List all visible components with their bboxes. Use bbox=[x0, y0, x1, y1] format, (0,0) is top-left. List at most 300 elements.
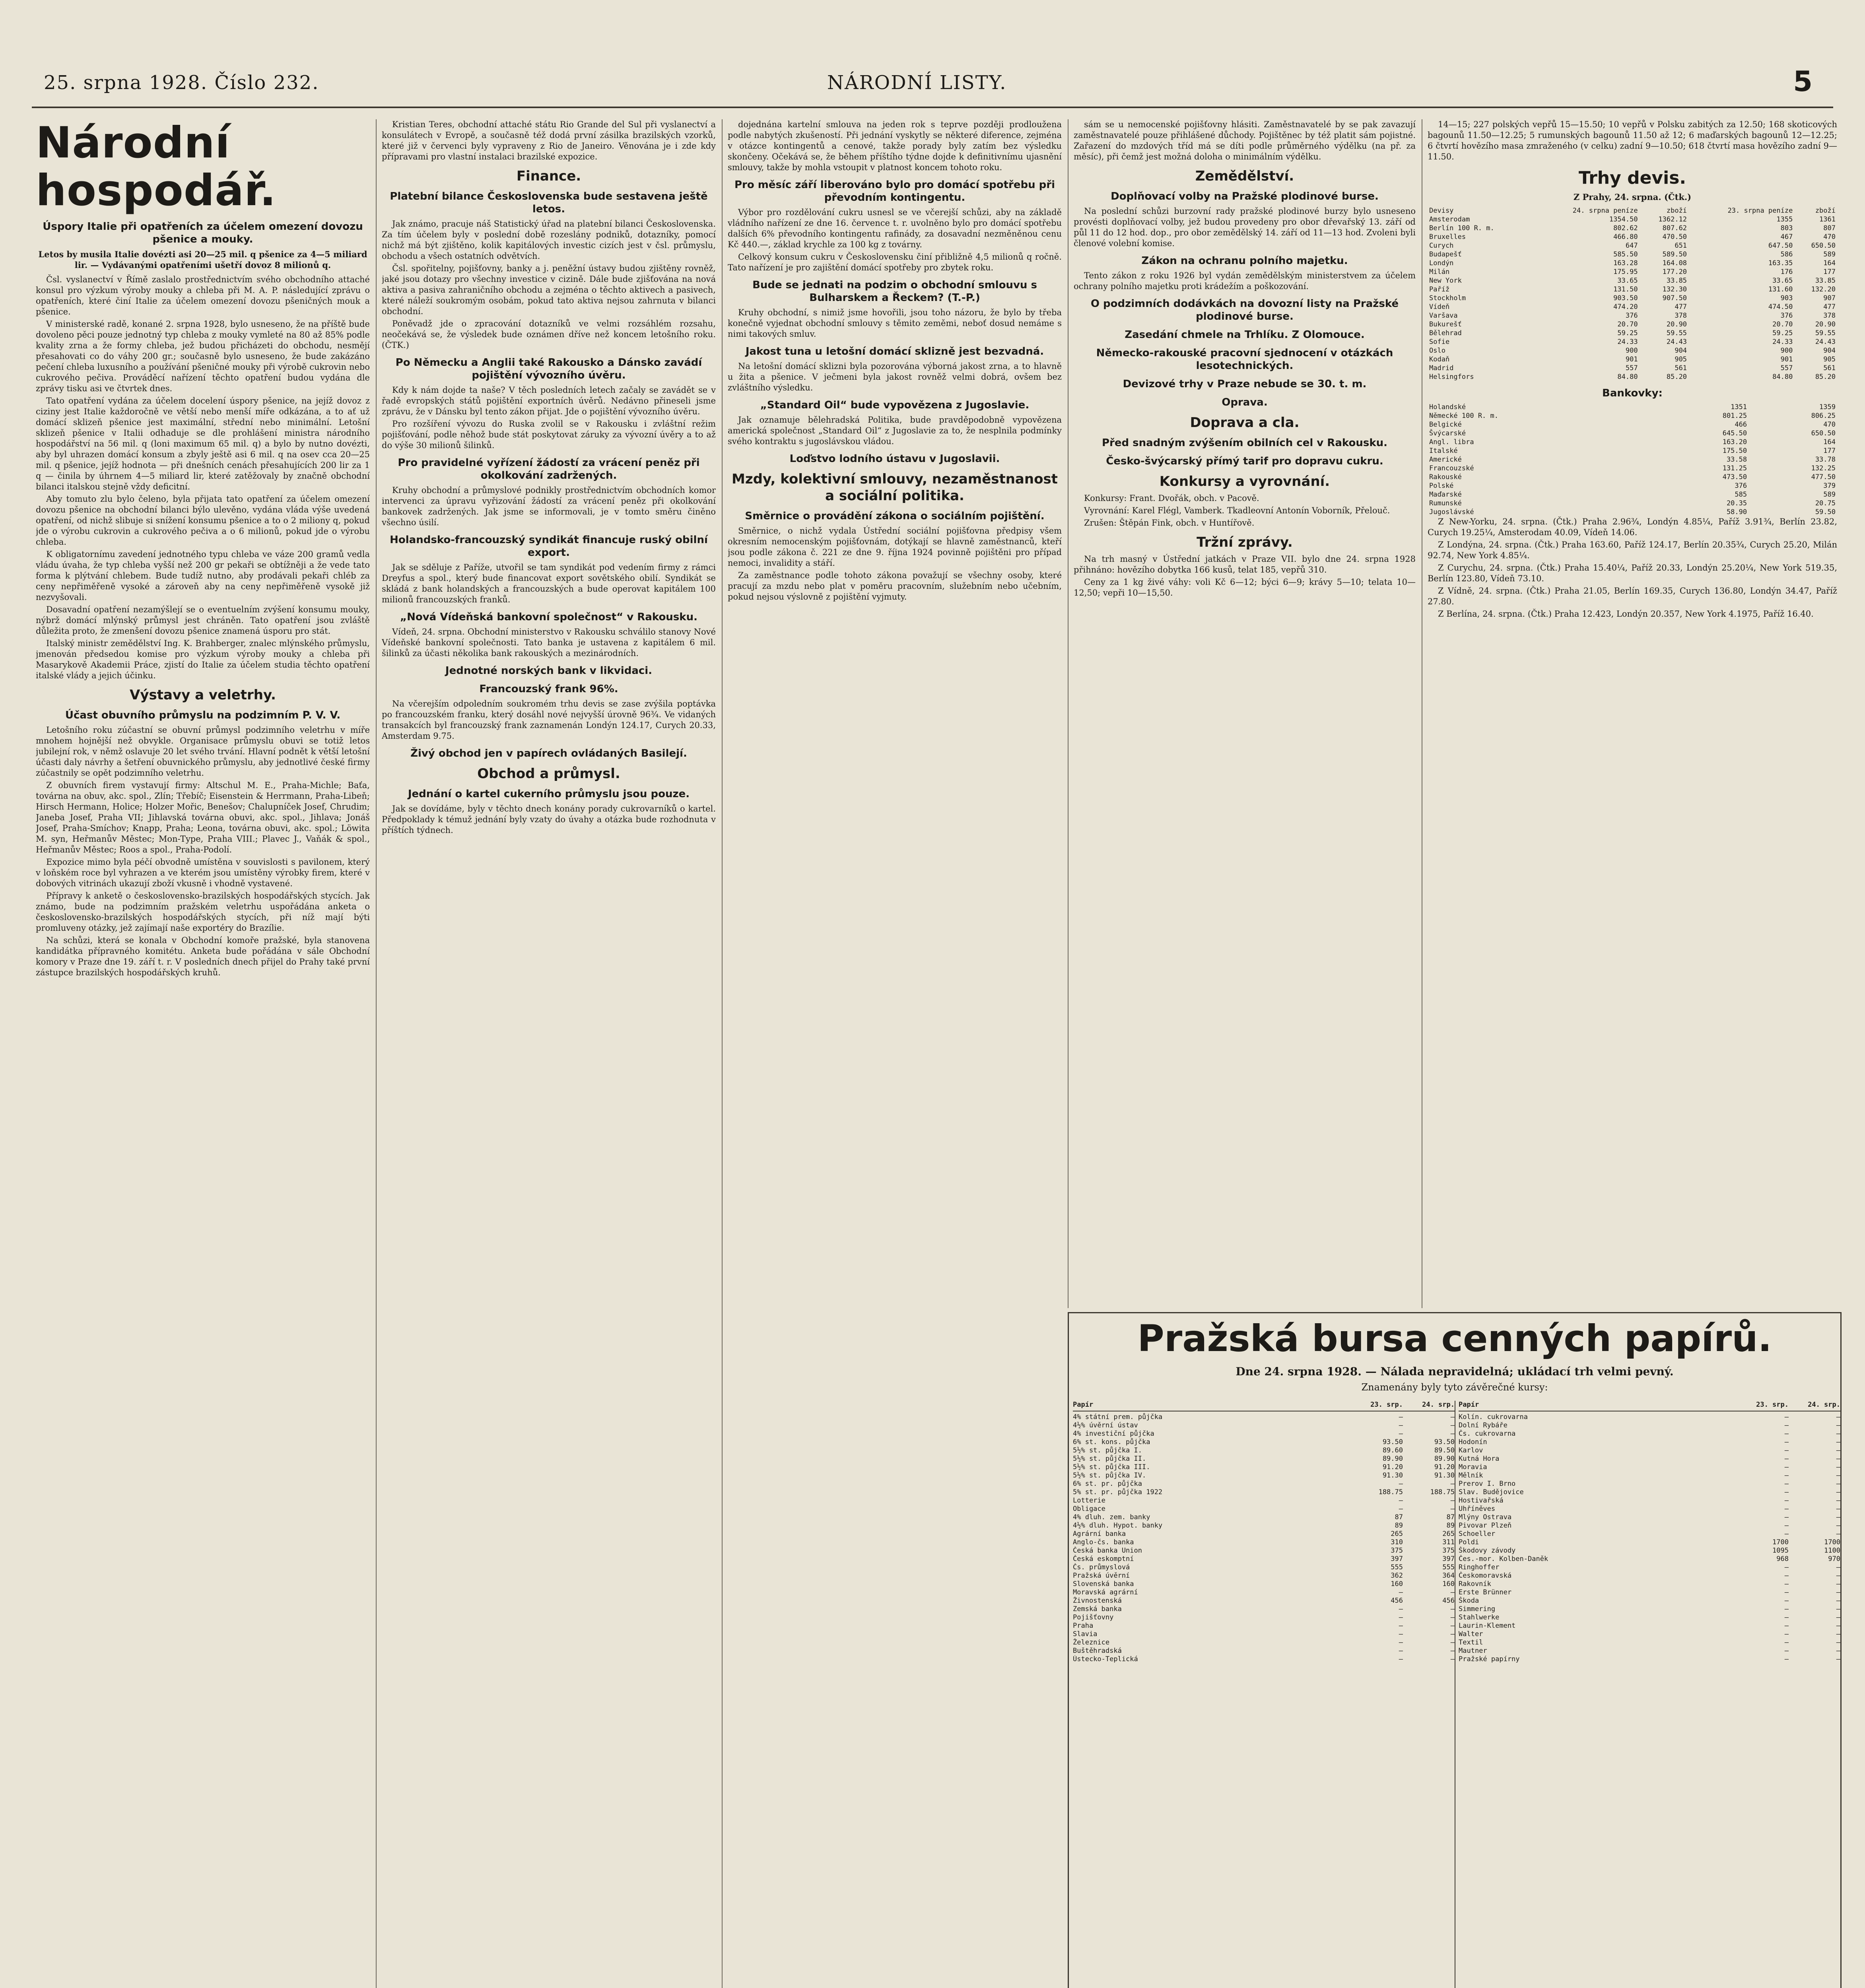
masthead-rule bbox=[32, 107, 1833, 108]
stock-name: Živnostenská bbox=[1073, 1597, 1122, 1605]
table-cell-value: 164 bbox=[1823, 259, 1836, 267]
table-cell-value: 175.50 bbox=[1722, 447, 1747, 455]
table-cell-value: 647.50 bbox=[1768, 242, 1793, 250]
table-cell-label: Curych bbox=[1429, 242, 1454, 250]
table-cell-label: Bělehrad bbox=[1429, 329, 1462, 337]
table-cell-value: 903 bbox=[1780, 294, 1793, 302]
stock-price: — bbox=[1399, 1622, 1403, 1630]
stock-header-prev: 23. srp. bbox=[1756, 1401, 1789, 1409]
article-headline: Pro měsíc září liberováno bylo pro domácí spotřebu při převodním kontingentu. bbox=[734, 179, 1055, 204]
stock-row bbox=[1073, 1639, 1455, 1647]
table-cell-value: 806.25 bbox=[1811, 412, 1836, 420]
article-paragraph: Vyrovnání: Karel Flégl, Vamberk. Tkadleovní Antonín Voborník, Přelouč. bbox=[1084, 506, 1390, 515]
stock-row bbox=[1073, 1472, 1455, 1480]
table-cell-value: 33.65 bbox=[1772, 277, 1793, 285]
stock-price: — bbox=[1399, 1430, 1403, 1438]
table-cell-value: 177 bbox=[1823, 268, 1836, 276]
stock-price: 93.50 bbox=[1434, 1438, 1455, 1446]
stock-row bbox=[1459, 1421, 1840, 1430]
article-headline: Směrnice o provádění zákona o sociálním pojištění. bbox=[745, 510, 1045, 522]
stock-name: Škodovy závody bbox=[1459, 1547, 1516, 1555]
table-cell-value: 376 bbox=[1625, 312, 1638, 320]
table-cell-value: 163.35 bbox=[1768, 259, 1793, 267]
table-row bbox=[1428, 473, 1837, 481]
table-cell-value: 807.62 bbox=[1662, 224, 1687, 232]
table-row bbox=[1428, 455, 1837, 464]
article-paragraph: Vídeň, 24. srpna. Obchodní ministerstvo v Rakousku schválilo stanovy Nové Vídeňské bankovní společnosti. Tato banka je ustavena z kapitálem 6 mil. šilinků za účasti několika bank rakouských a mezinárodních. bbox=[382, 627, 716, 658]
stock-price: — bbox=[1450, 1430, 1455, 1438]
stock-price: — bbox=[1836, 1622, 1840, 1630]
table-cell-value: 650.50 bbox=[1811, 242, 1836, 250]
article-headline: „Nová Vídeňská bankovní společnost“ v Rakousku. bbox=[400, 611, 697, 623]
stock-header-name: Papír bbox=[1459, 1401, 1479, 1409]
stock-row bbox=[1459, 1588, 1840, 1597]
table-cell-value: 904 bbox=[1675, 347, 1687, 355]
table-cell-value: 131.25 bbox=[1722, 464, 1747, 472]
article-headline: Jednotné norských bank v likvidaci. bbox=[445, 665, 653, 677]
stock-price: — bbox=[1836, 1522, 1840, 1530]
stock-price: 87 bbox=[1446, 1513, 1455, 1521]
table-cell-value: 376 bbox=[1735, 482, 1747, 490]
stock-price: — bbox=[1784, 1488, 1789, 1496]
stock-price: 188.75 bbox=[1430, 1488, 1455, 1496]
paper-name: NÁRODNÍ LISTY. bbox=[827, 72, 1007, 94]
article-headline: „Standard Oil“ bude vypovězena z Jugoslavie. bbox=[760, 399, 1030, 411]
stock-row bbox=[1459, 1530, 1840, 1538]
table-cell-value: 903.50 bbox=[1613, 294, 1638, 302]
stock-row bbox=[1073, 1597, 1455, 1605]
stock-row bbox=[1459, 1538, 1840, 1547]
table-cell-value: 24.33 bbox=[1617, 338, 1638, 346]
table-cell-value: 466 bbox=[1735, 421, 1747, 429]
stock-row bbox=[1073, 1563, 1455, 1572]
stock-price: — bbox=[1399, 1497, 1403, 1505]
table-cell-value: 131.60 bbox=[1768, 285, 1793, 293]
article-paragraph: Zrušen: Štěpán Fink, obch. v Huntířově. bbox=[1084, 518, 1255, 528]
stock-price: — bbox=[1784, 1639, 1789, 1646]
stock-list-header bbox=[1459, 1401, 1840, 1411]
table-row bbox=[1428, 373, 1837, 381]
stock-row bbox=[1459, 1605, 1840, 1613]
table-row bbox=[1428, 355, 1837, 364]
stock-row bbox=[1459, 1488, 1840, 1497]
table-cell-label: Bukurešť bbox=[1429, 320, 1462, 328]
table-cell-label: Budapešť bbox=[1429, 250, 1462, 258]
column-divider bbox=[722, 119, 723, 1988]
table-row bbox=[1428, 215, 1837, 224]
devis-table bbox=[1428, 206, 1837, 381]
stock-name: 6% st. pr. půjčka bbox=[1073, 1480, 1142, 1488]
stock-name: Česká banka Union bbox=[1073, 1547, 1142, 1555]
stock-price: — bbox=[1836, 1413, 1840, 1421]
stock-row bbox=[1073, 1630, 1455, 1639]
article-paragraph: Na schůzi, která se konala v Obchodní komoře pražské, byla stanovena kandidátka přípravného komitétu. Anketa bude pořádána v sále Obchodní komory v Praze dne 19. září t. r. V posledních dnech přijel do Prahy také první zástupce brazilských hospodářských kruhů. bbox=[36, 936, 370, 977]
table-row bbox=[1428, 259, 1837, 268]
stock-row bbox=[1459, 1613, 1840, 1622]
stock-price: 968 bbox=[1776, 1555, 1789, 1563]
table-row bbox=[1428, 420, 1837, 429]
banknotes-table bbox=[1428, 403, 1837, 516]
stock-row bbox=[1459, 1655, 1840, 1664]
stock-name: Rakovník bbox=[1459, 1580, 1491, 1588]
stock-price: — bbox=[1450, 1413, 1455, 1421]
stock-row bbox=[1459, 1413, 1840, 1421]
article-paragraph: Jak se sděluje z Paříže, utvořil se tam syndikát pod vedením firmy z rámci Dreyfus a spol., který bude financovat export sovětského obilí. Syndikát se skládá z bank holandských a francouzských a bude operovat kapitálem 100 milionů francouzských franků. bbox=[382, 563, 716, 604]
stock-name: Slav. Budějovice bbox=[1459, 1488, 1524, 1496]
stock-name: Laurin-Klement bbox=[1459, 1622, 1516, 1630]
article-headline: Platební bilance Československa bude sestavena ještě letos. bbox=[390, 190, 708, 215]
article-paragraph: Na poslední schůzi burzovní rady pražské plodinové burzy bylo usneseno provésti doplňovací volby, jež budou provedeny pro obor dřevařský 13. září od půl 11 do 12 hod. dop., pro obor zemědělský 14. září od 11—13 hod. Zvoleni byli členové volební komise. bbox=[1074, 206, 1416, 248]
table-cell-value: 132.25 bbox=[1811, 464, 1836, 472]
stock-price: — bbox=[1784, 1580, 1789, 1588]
article-paragraph: Čsl. vyslanectví v Římě zaslalo prostřednictvím svého obchodního attaché konsul pro výzkum výroby mouky a chleba při M. A. P. následující zprávu o opatřeních, které činí Italie za účelem omezení dovozu pšeničných mouk a pšenice. bbox=[36, 275, 370, 316]
article-paragraph: Jak známo, pracuje náš Statistický úřad na platební bilanci Československa. Za tím účelem byly v poslední době rozeslány podniků, dotazníky, pomocí nichž má být zjištěno, kolik kapitálových investic cizích jest v čsl. průmyslu, obchodu a všech ostatních odvětvích. bbox=[382, 219, 716, 261]
article-paragraph: Italský ministr zemědělství Ing. K. Brahberger, znalec mlýnského průmyslu, jmenován předsedou komise pro výzkum výroby mouky a chleba při Masarykově Akademii Práce, zjistí do Italie za účelem studia těchto opatření italské vlády a jejich účinku. bbox=[36, 639, 370, 680]
table-cell-value: 647 bbox=[1625, 242, 1638, 250]
article-paragraph: Tato opatření vydána za účelem docelení úspory pšenice, na jejíž dovoz z ciziny jest Italie každoročně ve větší nebo menší míře odkázána, a to ať už domácí sklizeň pšenice jest maximální, střední nebo minimální. Letošní sklizeň pšenice v Italii odhaduje se dle prohlášení ministra národního hospodářství na 56 mil. q (loni maximum 65 mil. q) a bylo by nutno dovézti, aby byl uhrazen domácí konsum a zbyly ještě asi 6 mil. q na osev cca 20—25 mil. q pšenice, jejíž hodnota — při dnešních cenách přesahujících 200 lir za 1 q — činila by úhrnem 4—5 miliard lir, které zatěžovaly by značně obchodní bilanci italskou stejně vždy deficitní. bbox=[36, 396, 370, 491]
section-title: Národní hospodář. bbox=[36, 119, 276, 215]
stock-price: — bbox=[1784, 1480, 1789, 1488]
stock-name: Čs. cukrovarna bbox=[1459, 1430, 1516, 1438]
stock-price: — bbox=[1784, 1605, 1789, 1613]
stock-name: Ústecko-Teplická bbox=[1073, 1655, 1138, 1663]
stock-name: Kutná Hora bbox=[1459, 1455, 1500, 1463]
table-row bbox=[1428, 412, 1837, 420]
column-5 bbox=[1428, 119, 1837, 1304]
stock-row bbox=[1073, 1497, 1455, 1505]
table-cell-value: 901 bbox=[1780, 355, 1793, 363]
stock-price: — bbox=[1450, 1655, 1455, 1663]
stock-price: — bbox=[1836, 1588, 1840, 1596]
table-cell-label: Helsingfors bbox=[1429, 373, 1474, 381]
stock-name: Škoda bbox=[1459, 1597, 1479, 1605]
stock-price: — bbox=[1784, 1505, 1789, 1513]
stock-name: Erste Brünner bbox=[1459, 1588, 1512, 1596]
stock-row bbox=[1073, 1580, 1455, 1588]
article-headline: Devizové trhy v Praze nebude se 30. t. m. bbox=[1123, 378, 1367, 390]
stock-price: — bbox=[1784, 1622, 1789, 1630]
stock-price: — bbox=[1784, 1513, 1789, 1521]
stock-price: — bbox=[1399, 1588, 1403, 1596]
table-cell-value: 645.50 bbox=[1722, 429, 1747, 437]
table-cell-label: Švýcarské bbox=[1429, 429, 1466, 437]
article-headline: O podzimních dodávkách na dovozní listy na Pražské plodinové burse. bbox=[1090, 298, 1399, 322]
stock-row bbox=[1459, 1639, 1840, 1647]
article-paragraph: Aby tomuto zlu bylo čeleno, byla přijata tato opatření za účelem omezení dovozu pšenice na obchodní bilanci býlo ulevěno, vydána vláda výše uvedená opatření, od nichž slibuje si snížení konsumu pšenice a to o 2 miliony q, pokud jde o výrobu cukrovin a cukrového pečiva a o 6 milionů, pokud jde o výrobu chleba. bbox=[36, 494, 370, 547]
article-paragraph: Z Londýna, 24. srpna. (Čtk.) Praha 163.60, Paříž 124.17, Berlín 20.35¾, Curych 25.20, Milán 92.74, New York 4.85¼. bbox=[1428, 540, 1837, 560]
article-paragraph: Za zaměstnance podle tohoto zákona považují se všechny osoby, které pracují za mzdu nebo plat v poměru pracovním, služebním nebo učebním, pokud nejsou výslovně z pojištění vyjmuty. bbox=[728, 571, 1062, 602]
table-cell-label: Stockholm bbox=[1429, 294, 1466, 302]
stock-name: Anglo-čs. banka bbox=[1073, 1538, 1134, 1546]
stock-price: — bbox=[1399, 1413, 1403, 1421]
section-heading: Konkursy a vyrovnání. bbox=[1159, 474, 1330, 489]
stock-price: 456 bbox=[1391, 1597, 1403, 1605]
stock-row bbox=[1073, 1613, 1455, 1622]
table-cell-value: 177.20 bbox=[1662, 268, 1687, 276]
stock-name: 5½% st. půjčka III. bbox=[1073, 1463, 1150, 1471]
article-paragraph: Expozice mimo byla péčí obvodně umístěna v souvislosti s pavilonem, který v loňském roce byl vyhrazen a ve kterém jsou umístěny výrobky firem, které v dobových vitrinách ukazují zboží vkusně i vhodně vystavené. bbox=[36, 857, 370, 888]
table-cell-value: 59.55 bbox=[1815, 329, 1836, 337]
table-cell-value: 589 bbox=[1823, 491, 1836, 499]
table-cell-label: Rakouské bbox=[1429, 473, 1462, 481]
article-paragraph: Z Curychu, 24. srpna. (Čtk.) Praha 15.40¼, Paříž 20.33, Londýn 25.20¼, New York 519.35, Berlín 123.80, Vídeň 73.10. bbox=[1428, 563, 1837, 583]
stock-price: 397 bbox=[1442, 1555, 1455, 1563]
stock-price: — bbox=[1836, 1563, 1840, 1571]
table-cell-value: 376 bbox=[1780, 312, 1793, 320]
table-row bbox=[1428, 294, 1837, 303]
stock-price: — bbox=[1450, 1505, 1455, 1513]
stock-header-cur: 24. srp. bbox=[1422, 1401, 1455, 1409]
stock-price: 188.75 bbox=[1378, 1488, 1403, 1496]
stock-name: Pražské papírny bbox=[1459, 1655, 1520, 1663]
table-header: Devisy bbox=[1429, 207, 1454, 215]
article-headline: Oprava. bbox=[1222, 396, 1268, 408]
section-heading: Doprava a cla. bbox=[1190, 415, 1300, 431]
table-cell-value: 907 bbox=[1823, 294, 1836, 302]
stock-price: — bbox=[1450, 1622, 1455, 1630]
stock-name: 5½% st. půjčka II. bbox=[1073, 1455, 1146, 1463]
stock-name: Čes.-mor. Kolben-Daněk bbox=[1459, 1555, 1548, 1563]
stock-price: — bbox=[1836, 1580, 1840, 1588]
stock-price: — bbox=[1784, 1647, 1789, 1655]
table-cell-label: Jugoslávské bbox=[1429, 508, 1474, 516]
table-cell-value: 585 bbox=[1735, 491, 1747, 499]
table-cell-value: 803 bbox=[1780, 224, 1793, 232]
stock-name: Moravia bbox=[1459, 1463, 1487, 1471]
stock-row bbox=[1459, 1622, 1840, 1630]
table-cell-value: 477 bbox=[1675, 303, 1687, 311]
table-cell-value: 1361 bbox=[1819, 215, 1836, 223]
stock-price: — bbox=[1836, 1597, 1840, 1605]
column-1 bbox=[36, 119, 370, 1988]
stock-row bbox=[1073, 1513, 1455, 1522]
table-cell-value: 477 bbox=[1823, 303, 1836, 311]
table-cell-value: 900 bbox=[1780, 347, 1793, 355]
stock-price: — bbox=[1399, 1655, 1403, 1663]
table-cell-value: 84.80 bbox=[1772, 373, 1793, 381]
page-number: 5 bbox=[1793, 65, 1813, 98]
table-row bbox=[1428, 303, 1837, 311]
table-cell-value: 651 bbox=[1675, 242, 1687, 250]
banknotes-table-body bbox=[1428, 403, 1837, 516]
stock-price: — bbox=[1450, 1605, 1455, 1613]
section-heading: Tržní zprávy. bbox=[1197, 534, 1293, 550]
stock-price: — bbox=[1836, 1480, 1840, 1488]
stock-name: Poldi bbox=[1459, 1538, 1479, 1546]
table-cell-value: 586 bbox=[1780, 250, 1793, 258]
stock-row bbox=[1073, 1480, 1455, 1488]
table-cell-label: Varšava bbox=[1429, 312, 1458, 320]
table-row bbox=[1428, 481, 1837, 490]
stock-price: — bbox=[1450, 1647, 1455, 1655]
table-cell-value: 650.50 bbox=[1811, 429, 1836, 437]
table-cell-value: 802.62 bbox=[1613, 224, 1638, 232]
devis-table-body bbox=[1428, 215, 1837, 381]
column-4 bbox=[1074, 119, 1416, 1304]
article-headline: Francouzský frank 96%. bbox=[479, 683, 618, 695]
stock-name: 5% st. pr. půjčka 1922 bbox=[1073, 1488, 1163, 1496]
stock-price: — bbox=[1399, 1613, 1403, 1621]
stock-name: Pivovar Plzeň bbox=[1459, 1522, 1512, 1530]
stock-price: 91.30 bbox=[1382, 1472, 1403, 1479]
stock-name: Textil bbox=[1459, 1639, 1483, 1646]
article-paragraph: Směrnice, o nichž vydala Ústřední sociální pojišťovna předpisy všem okresním nemocenským pojišťovnám, dotýkají se hlavně zaměstnanců, kteří jsou podle zákona č. 221 ze dne 9. října 1924 povinně pojištěni pro případ nemoci, invalidity a stáří. bbox=[728, 526, 1062, 568]
table-cell-label: Madrid bbox=[1429, 364, 1454, 372]
stock-name: Hodonín bbox=[1459, 1438, 1487, 1446]
table-cell-label: Bruxelles bbox=[1429, 233, 1466, 241]
stock-name: 4% dluh. zem. banky bbox=[1073, 1513, 1150, 1521]
stock-row bbox=[1459, 1463, 1840, 1472]
stock-name: 4½% dluh. Hypot. banky bbox=[1073, 1522, 1163, 1530]
stock-name: Dolní Rybáře bbox=[1459, 1421, 1508, 1429]
stock-price: — bbox=[1836, 1488, 1840, 1496]
stock-row bbox=[1073, 1588, 1455, 1597]
stock-price: 555 bbox=[1391, 1563, 1403, 1571]
table-row bbox=[1428, 438, 1837, 447]
table-cell-value: 1354.50 bbox=[1609, 215, 1638, 223]
stock-price: — bbox=[1836, 1455, 1840, 1463]
stock-price: — bbox=[1836, 1421, 1840, 1429]
stock-row bbox=[1459, 1647, 1840, 1655]
article-paragraph: Dosavadní opatření nezamýšlejí se o eventuelním zvýšení konsumu mouky, nýbrž domácí mlýnský průmysl jest chráněn. Tato opatření jsou zvláště důležita proto, že zmenšení dovozu pšenice znamená úsporu pro stát. bbox=[36, 605, 370, 636]
stock-price: — bbox=[1450, 1588, 1455, 1596]
table-cell-value: 176 bbox=[1780, 268, 1793, 276]
stock-price: 89.50 bbox=[1434, 1446, 1455, 1454]
stock-name: Prerov I. Brno bbox=[1459, 1480, 1516, 1488]
table-cell-value: 1355 bbox=[1776, 215, 1793, 223]
stock-name: Lotterie bbox=[1073, 1497, 1105, 1505]
table-cell-value: 163.20 bbox=[1722, 438, 1747, 446]
stock-price: 89 bbox=[1446, 1522, 1455, 1530]
stock-price: — bbox=[1784, 1463, 1789, 1471]
stock-header-name: Papír bbox=[1073, 1401, 1094, 1409]
article-headline: Zasedání chmele na Trhlíku. Z Olomouce. bbox=[1125, 329, 1365, 341]
stock-price: 93.50 bbox=[1382, 1438, 1403, 1446]
article-headline: Holandsko-francouzský syndikát financuje ruský obilní export. bbox=[390, 534, 708, 559]
stock-row bbox=[1073, 1522, 1455, 1530]
stock-name: Mautner bbox=[1459, 1647, 1487, 1655]
article-paragraph: Čsl. spořitelny, pojišťovny, banky a j. peněžní ústavy budou zjištěny rovněž, jaké jsou dotazy pro všechny investice v cizině. Dále bude zjišťována na nová aktiva a pasiva zahraničního obchodu a zejména o těchto aktivech a pasivech, které náleží soukromým osobám, pokud tato aktiva nejsou zahrnuta v bilanci obchodní. bbox=[382, 264, 716, 316]
stock-price: — bbox=[1399, 1639, 1403, 1646]
stock-price: — bbox=[1836, 1605, 1840, 1613]
table-cell-value: 85.20 bbox=[1815, 373, 1836, 381]
stock-row bbox=[1459, 1505, 1840, 1513]
stock-price: — bbox=[1450, 1480, 1455, 1488]
stock-price: — bbox=[1784, 1497, 1789, 1505]
stock-price: — bbox=[1836, 1505, 1840, 1513]
stock-name: Železnice bbox=[1073, 1639, 1110, 1646]
table-header-row bbox=[1428, 206, 1837, 215]
stock-name: 4% státní prem. půjčka bbox=[1073, 1413, 1163, 1421]
stock-row bbox=[1073, 1413, 1455, 1421]
stock-name: Hostivařská bbox=[1459, 1497, 1504, 1505]
table-cell-value: 904 bbox=[1823, 347, 1836, 355]
stock-price: 91.20 bbox=[1434, 1463, 1455, 1471]
stock-name: Buštěhradská bbox=[1073, 1647, 1122, 1655]
stock-row bbox=[1459, 1580, 1840, 1588]
table-row bbox=[1428, 224, 1837, 233]
stock-name: Ringhoffer bbox=[1459, 1563, 1500, 1571]
stock-price: 397 bbox=[1391, 1555, 1403, 1563]
table-row bbox=[1428, 364, 1837, 373]
stock-price: 970 bbox=[1828, 1555, 1840, 1563]
article-headline: Zákon na ochranu polního majetku. bbox=[1141, 255, 1348, 267]
article-paragraph: Letošního roku zúčastní se obuvní průmysl podzimního veletrhu v míře mnohem hojnější než obvykle. Organisace průmyslu obuvi se totiž letos jubilejní rok, v němž oslavuje 20 let svého trvání. Hlavní podnět k větší letošní účasti daly návrhy a šetření obuvnického průmyslu, aby jednotlivé české firmy zúčastnily se opět podzimního veletrhu. bbox=[36, 725, 370, 778]
stock-price: 375 bbox=[1442, 1547, 1455, 1555]
stock-price: — bbox=[1399, 1605, 1403, 1613]
table-cell-value: 378 bbox=[1823, 312, 1836, 320]
stock-row bbox=[1073, 1505, 1455, 1513]
stock-list-header bbox=[1073, 1401, 1455, 1411]
stock-price: — bbox=[1784, 1563, 1789, 1571]
table-row bbox=[1428, 499, 1837, 508]
table-cell-value: 33.58 bbox=[1726, 456, 1747, 464]
table-cell-value: 585.50 bbox=[1613, 250, 1638, 258]
article-headline: Před snadným zvýšením obilních cel v Rakousku. bbox=[1102, 437, 1387, 449]
table-cell-value: 905 bbox=[1675, 355, 1687, 363]
table-cell-value: 20.90 bbox=[1666, 320, 1687, 328]
stock-price: — bbox=[1836, 1513, 1840, 1521]
table-row bbox=[1428, 241, 1837, 250]
article-headline: Účast obuvního průmyslu na podzimním P. V. V. bbox=[65, 709, 341, 721]
article-paragraph: Poněvadž jde o zpracování dotazníků ve velmi rozsáhlém rozsahu, neočekává se, že výsledek bude oznámen dříve než koncem letošního roku. (ČTK.) bbox=[382, 319, 716, 350]
article-paragraph: Na letošní domácí sklizni byla pozorována výborná jakost zrna, a to hlavně u žita a pšenice. V ječmeni byla jakost rovněž velmi dobrá, ovšem bez zvláštního výsledku. bbox=[728, 361, 1062, 392]
stock-price: — bbox=[1784, 1413, 1789, 1421]
stock-row bbox=[1073, 1647, 1455, 1655]
table-cell-label: Maďarské bbox=[1429, 491, 1462, 499]
article-paragraph: Z Berlína, 24. srpna. (Čtk.) Praha 12.423, Londýn 20.357, New York 4.1975, Paříž 16.40. bbox=[1438, 609, 1814, 619]
stock-price: 375 bbox=[1391, 1547, 1403, 1555]
table-cell-value: 473.50 bbox=[1722, 473, 1747, 481]
article-paragraph: Pro rozšíření vývozu do Ruska zvolil se v Rakousku i zvláštní režim pojišťování, podle něhož bude stát poskytovat záruky za vývozní úvěry a to až do výše 30 milionů šilinků. bbox=[382, 419, 716, 450]
stock-row bbox=[1073, 1572, 1455, 1580]
article-paragraph: Tento zákon z roku 1926 byl vydán zemědělským ministerstvem za účelem ochrany polního majetku proti krádežím a poškozování. bbox=[1074, 271, 1416, 291]
table-row bbox=[1428, 490, 1837, 499]
stock-price: — bbox=[1836, 1446, 1840, 1454]
section-heading: Zemědělství. bbox=[1195, 168, 1294, 184]
masthead bbox=[28, 65, 1837, 103]
stock-row bbox=[1459, 1522, 1840, 1530]
stock-name: Obligace bbox=[1073, 1505, 1105, 1513]
table-cell-value: 907.50 bbox=[1662, 294, 1687, 302]
table-cell-label: Amsterodam bbox=[1429, 215, 1470, 223]
stock-name: Stahlwerke bbox=[1459, 1613, 1500, 1621]
table-cell-label: Berlín 100 R. m. bbox=[1429, 224, 1494, 232]
stock-header-prev: 23. srp. bbox=[1370, 1401, 1403, 1409]
stock-row bbox=[1459, 1497, 1840, 1505]
stock-price: 89.60 bbox=[1382, 1446, 1403, 1454]
stock-row bbox=[1459, 1480, 1840, 1488]
table-cell-value: 59.55 bbox=[1666, 329, 1687, 337]
table-cell-label: Rumunské bbox=[1429, 499, 1462, 507]
table-cell-value: 900 bbox=[1625, 347, 1638, 355]
stock-name: Čs. průmyslová bbox=[1073, 1563, 1130, 1571]
table-header: 23. srpna peníze bbox=[1727, 207, 1793, 215]
stock-price: — bbox=[1784, 1522, 1789, 1530]
stock-price: — bbox=[1784, 1455, 1789, 1463]
stock-price: — bbox=[1836, 1630, 1840, 1638]
table-cell-value: 470 bbox=[1823, 421, 1836, 429]
stock-row bbox=[1073, 1463, 1455, 1472]
stock-name: Karlov bbox=[1459, 1446, 1483, 1454]
article-headline: Bude se jednati na podzim o obchodní smlouvu s Bulharskem a Řeckem? (T.-P.) bbox=[752, 279, 1037, 304]
devis-dateline: Z Prahy, 24. srpna. (Čtk.) bbox=[1573, 192, 1692, 202]
stock-price: — bbox=[1399, 1505, 1403, 1513]
stock-name: 4½% úvěrní ústav bbox=[1073, 1421, 1138, 1429]
table-cell-value: 20.70 bbox=[1772, 320, 1793, 328]
table-cell-value: 589.50 bbox=[1662, 250, 1687, 258]
table-cell-label: Angl. libra bbox=[1429, 438, 1474, 446]
